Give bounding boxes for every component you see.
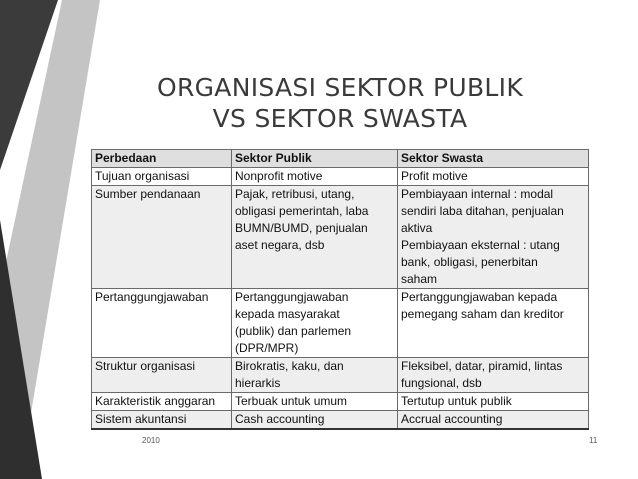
cell-line: Cash accounting [235,412,325,426]
table-row [92,186,589,289]
cell-line: pemegang saham dan kreditor [401,307,564,321]
cell-line: Tertutup untuk publik [401,394,512,408]
slide-title [130,72,550,134]
table-row [92,289,589,358]
table-row [92,168,589,186]
cell-line: Nonprofit motive [235,169,323,183]
row-swasta [398,393,589,411]
title-line-1: ORGANISASI SEKTOR PUBLIK [156,73,524,102]
row-swasta [398,358,589,393]
cell-line: bank, obligasi, penerbitan [401,255,538,269]
cell-line: Accrual accounting [401,412,503,426]
cell-line: saham [401,272,438,286]
header-perbedaan: Perbedaan [92,150,232,168]
cell-line: Pertanggungjawaban [235,290,349,304]
cell-line: Pembiayaan internal : modal [401,187,554,201]
row-publik [232,168,398,186]
cell-line: hierarkis [235,376,281,390]
cell-line: fungsional, dsb [401,376,482,390]
cell-line: aktiva [401,221,433,235]
table-header-row [92,150,589,168]
row-swasta [398,289,589,358]
row-aspect: Pertanggungjawaban [92,289,232,358]
row-publik [232,289,398,358]
row-publik [232,411,398,430]
row-aspect: Tujuan organisasi [92,168,232,186]
header-sektor-swasta: Sektor Swasta [398,150,589,168]
cell-line: Pajak, retribusi, utang, [235,187,355,201]
row-aspect: Sistem akuntansi [92,411,232,430]
row-aspect: Struktur organisasi [92,358,232,393]
cell-line: Pertanggungjawaban kepada [401,290,558,304]
header-sektor-publik: Sektor Publik [232,150,398,168]
row-swasta [398,186,589,289]
cell-line: sendiri laba ditahan, penjualan [401,204,564,218]
row-publik [232,358,398,393]
row-swasta [398,168,589,186]
cell-line: Terbuak untuk umum [235,394,348,408]
footer-year: 2010 [142,436,160,445]
cell-line: Pembiayaan eksternal : utang [401,238,560,252]
table-row [92,411,589,430]
table-row [92,358,589,393]
cell-line: BUMN/BUMD, penjualan [235,221,368,235]
cell-line: obligasi pemerintah, laba [235,204,369,218]
title-line-2: VS SEKTOR SWASTA [212,104,468,133]
row-aspect: Karakteristik anggaran [92,393,232,411]
row-publik [232,393,398,411]
row-aspect: Sumber pendanaan [92,186,232,289]
cell-line: Fleksibel, datar, piramid, lintas [401,359,563,373]
table-row [92,393,589,411]
cell-line: kepada masyarakat [235,307,340,321]
cell-line: (DPR/MPR) [235,341,299,355]
row-swasta [398,411,589,430]
cell-line: aset negara, dsb [235,238,325,252]
row-publik [232,186,398,289]
cell-line: Birokratis, kaku, dan [235,359,344,373]
cell-line: Profit motive [401,169,468,183]
cell-line: (publik) dan parlemen [235,324,352,338]
comparison-table [91,149,589,430]
footer-page-number: 11 [589,436,598,445]
